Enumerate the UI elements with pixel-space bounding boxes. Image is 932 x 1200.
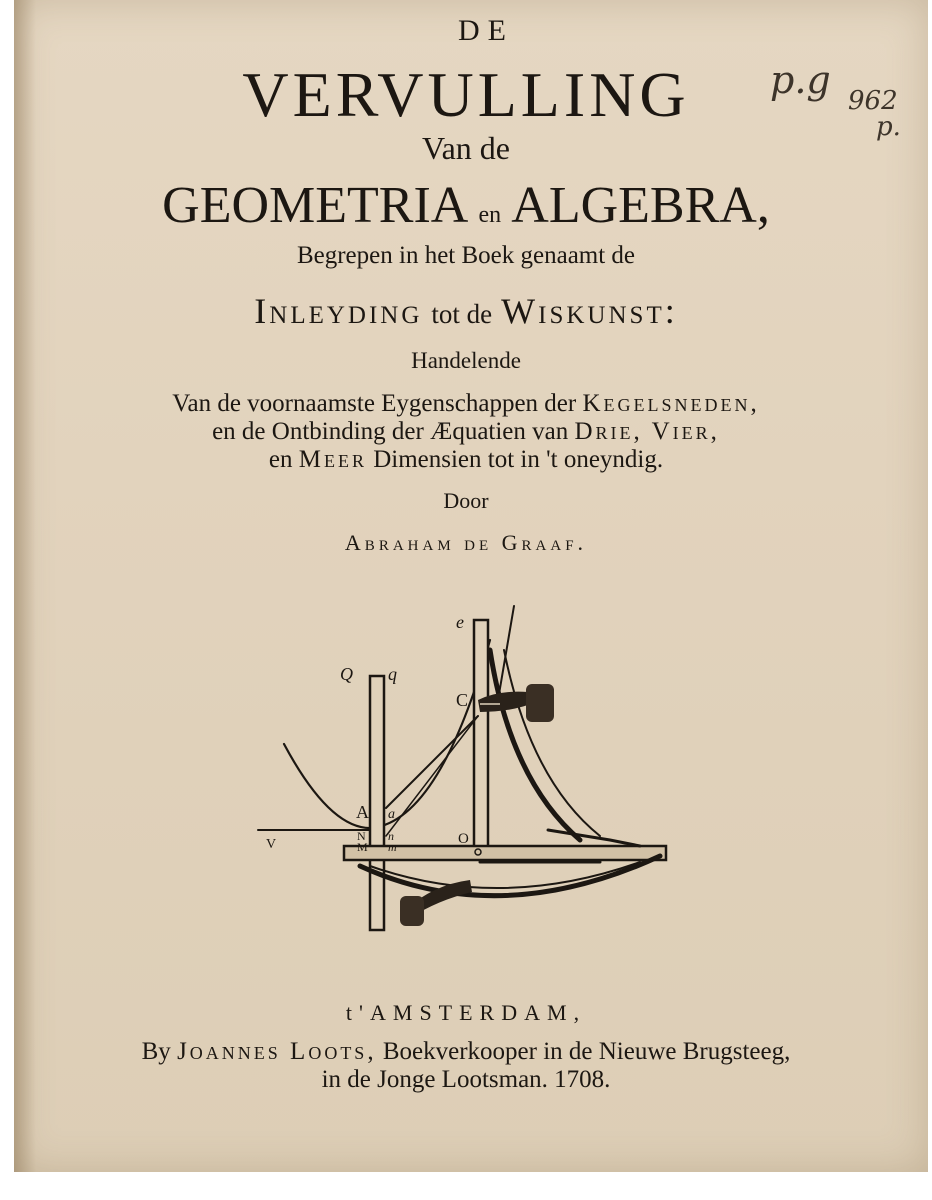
figure-label-V: V [266, 837, 277, 852]
figure-label-Q: Q [340, 664, 353, 684]
description-line-1-text: Van de voornaamste Eygenschappen der [172, 390, 577, 417]
handwritten-mark-pg: p.g [770, 58, 831, 102]
description-line-2-text: en de Ontbinding der Æquatien van [212, 418, 569, 445]
title-en: en [478, 202, 502, 228]
imprint-publisher: Joannes Loots, [177, 1038, 377, 1065]
imprint-address: Boekverkooper in de Nieuwe Brugsteeg, [382, 1038, 791, 1065]
title-wiskunst: Wiskunst: [501, 291, 678, 331]
title-begrepen: Begrepen in het Boek genaamt de [296, 242, 636, 269]
description-line-3-text: Dimensien tot in 't oneyndig. [373, 446, 664, 473]
title-inleyding: Inleyding [254, 291, 423, 331]
imprint-line-2: in de Jonge Lootsman. 1708. [321, 1066, 611, 1093]
figure-label-m: m [388, 840, 397, 854]
title-algebra: ALGEBRA, [511, 177, 770, 234]
author-name: Abraham de Graaf. [344, 530, 588, 555]
figure-label-M: M [357, 840, 368, 854]
description-kegelsneden: Kegelsneden, [582, 390, 760, 417]
description-drie-vier: Drie, Vier, [574, 418, 720, 445]
handwritten-mark-p: p. [876, 112, 901, 142]
imprint-city: t'AMSTERDAM, [345, 1000, 587, 1025]
title-vervulling: VERVULLING [242, 59, 690, 130]
figure-label-e: e [456, 612, 464, 632]
upper-hand-illustration [478, 684, 554, 722]
figure-label-A: A [356, 802, 369, 822]
author-door: Door [443, 488, 489, 513]
title-tot-de: tot de [431, 299, 493, 329]
figure-label-O: O [458, 831, 469, 847]
imprint-line-1 [0, 1038, 932, 1066]
handwritten-mark-number: 962 [848, 86, 898, 116]
figure-label-a: a [388, 807, 395, 822]
title-de: DE [458, 14, 514, 47]
title-geometria: GEOMETRIA [162, 177, 466, 234]
title-handelende: Handelende [411, 348, 521, 373]
imprint-by: By [141, 1038, 171, 1065]
figure-label-N: N [357, 829, 366, 843]
figure-label-C: C [456, 690, 469, 710]
description-meer: Meer [298, 446, 367, 473]
title-van-de: Van de [422, 130, 510, 166]
figure-label-q: q [388, 664, 397, 684]
figure-label-n: n [388, 829, 394, 843]
description-line-3-en: en [268, 446, 293, 473]
